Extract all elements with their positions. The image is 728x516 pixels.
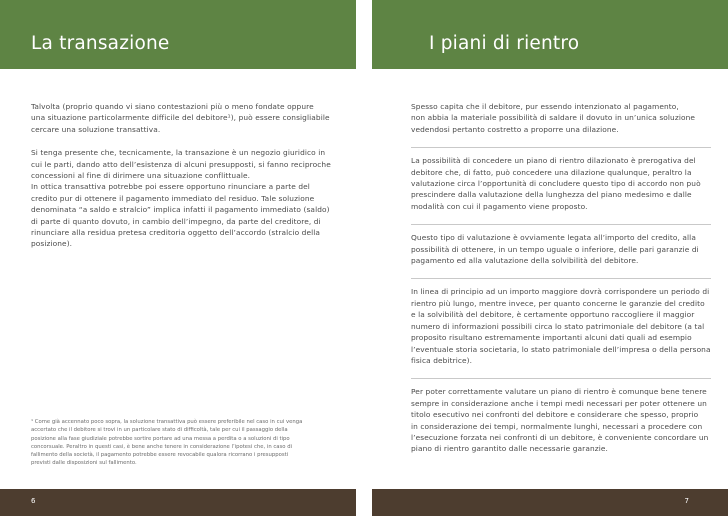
text-line: titolo esecutivo nei confronti del debitore e considerare che spesso, proprio xyxy=(411,410,699,420)
text-line: rinunciare alla residua pretesa creditoria oggetto dell’accordo (stralcio della xyxy=(31,228,321,238)
text-line: debitore che, di fatto, può concedere una dilazione qualunque, peraltro la xyxy=(411,167,692,177)
text-line: fisica debitrice). xyxy=(411,355,473,365)
text-line: vedendosi pertanto costretto a proporre una dilazione. xyxy=(411,124,619,134)
right-footer-bar xyxy=(372,489,728,516)
right-page xyxy=(372,0,728,516)
text-line: non abbia la materiale possibilità di saldare il dovuto in un’unica soluzione xyxy=(411,113,696,123)
footnote-line: posizione alla fase giudiziale potrebbe sortire portare ad una messa a perdita o a soluzioni di tipo xyxy=(31,435,290,442)
left-page-title: La transazione xyxy=(31,33,170,54)
left-page xyxy=(0,0,356,516)
paragraph-divider xyxy=(411,224,711,225)
footnote-line: accertato che il debitore si trovi in un particolare stato di difficoltà, tale per cui il passaggio della xyxy=(31,427,288,434)
text-line: l’eventuale storia societaria, lo stato patrimoniale dell’impresa o della persona xyxy=(411,344,711,354)
footnote xyxy=(31,418,341,468)
text-line: posizione). xyxy=(31,239,73,249)
text-line: modalità con cui il pagamento viene proposto. xyxy=(411,201,588,211)
text-line: Si tenga presente che, tecnicamente, la transazione è un negozio giuridico in xyxy=(31,148,326,158)
text-line: rientro più lungo, mentre invece, per quanto concerne le garanzie del credito xyxy=(411,298,705,308)
paragraph-divider xyxy=(411,147,711,148)
text-line: una situazione particolarmente difficile del debitore¹), può essere consigliabile xyxy=(31,113,330,123)
text-line: prescindere dalla valutazione della lunghezza del piano medesimo e dalle xyxy=(411,190,692,200)
text-line: l’esecuzione forzata nei confronti di un debitore, è conveniente concordare un xyxy=(411,432,709,442)
text-line: Talvolta (proprio quando vi siano contestazioni più o meno fondate oppure xyxy=(31,102,314,111)
left-header-bar xyxy=(0,0,356,69)
text-line: In ottica transattiva potrebbe poi essere opportuno rinunciare a parte del xyxy=(31,182,310,192)
page-number: 7 xyxy=(684,497,689,505)
right-paragraph-2 xyxy=(411,155,711,212)
footnote-line: previsti dalle disposizioni sul fallimento. xyxy=(31,460,137,467)
left-footer-bar xyxy=(0,489,356,516)
text-line: In linea di principio ad un importo maggiore dovrà corrispondere un periodo di xyxy=(411,287,710,297)
text-line: denominata “a saldo e stralcio” implica infatti il pagamento immediato (saldo) xyxy=(31,205,330,215)
text-line: sempre in considerazione anche i tempi medi necessari per poter ottenere un xyxy=(411,398,707,408)
text-line: Questo tipo di valutazione è ovviamente legata all’importo del credito, alla xyxy=(411,233,696,243)
text-line: e la solvibilità del debitore, è certamente opportuno raccogliere il maggior xyxy=(411,310,695,320)
text-line: di parte di quanto dovuto, in cambio dell’impegno, da parte del creditore, di xyxy=(31,216,321,226)
page-number: 6 xyxy=(31,497,36,505)
text-line: in considerazione dei tempi, normalmente lunghi, necessari a procedere con xyxy=(411,421,703,431)
right-paragraph-3 xyxy=(411,232,711,266)
text-line: La possibilità di concedere un piano di rientro dilazionato è prerogativa del xyxy=(411,156,696,166)
text-line: valutazione circa l’opportunità di concludere questo tipo di accordo non può xyxy=(411,179,701,189)
text-line: cercare una soluzione transattiva. xyxy=(31,124,161,134)
text-line: numero di informazioni possibili circa lo stato patrimoniale del debitore (a tal xyxy=(411,321,705,331)
text-line: concessioni al fine di dirimere una situazione conflittuale. xyxy=(31,171,251,181)
text-line: proposito risultano estremamente importanti alcuni dati quali ad esempio xyxy=(411,333,692,343)
text-line: cui le parti, dando atto dell’esistenza di alcuni presupposti, si fanno reciproche xyxy=(31,159,331,169)
text-line: piano di rientro garantito dalle necessarie garanzie. xyxy=(411,444,608,454)
page-gutter xyxy=(356,0,372,516)
footnote-line: concorsuale. Peraltro in questi casi, è bene anche tenere in considerazione l’ipotesi che, in caso di xyxy=(31,443,293,450)
paragraph-divider xyxy=(411,278,711,279)
text-line: pagamento ed alla valutazione della solvibilità del debitore. xyxy=(411,256,639,266)
right-paragraph-1 xyxy=(411,101,711,135)
text-line: credito pur di ottenere il pagamento immediato del residuo. Tale soluzione xyxy=(31,193,315,203)
right-page-title: I piani di rientro xyxy=(429,33,580,54)
right-body-text xyxy=(411,101,711,467)
right-paragraph-5 xyxy=(411,386,711,454)
text-line: Per poter correttamente valutare un piano di rientro è comunque bene tenere xyxy=(411,387,707,397)
footnote-line: ¹ Come già accennato poco sopra, la soluzione transattiva può essere preferibile nel caso in cui venga xyxy=(31,419,303,425)
left-paragraph-1 xyxy=(31,101,341,135)
text-line: Spesso capita che il debitore, pur essendo intenzionato al pagamento, xyxy=(411,102,679,111)
paragraph-divider xyxy=(411,378,711,379)
text-line: possibilità di ottenere, in un tempo uguale o inferiore, delle pari garanzie di xyxy=(411,244,699,254)
left-body-text xyxy=(31,101,341,262)
right-header-bar xyxy=(372,0,728,69)
left-paragraph-2 xyxy=(31,147,341,250)
footnote-line: fallimento della società, il pagamento potrebbe essere revocabile qualora ricorrano i presupposti xyxy=(31,452,289,459)
right-paragraph-4 xyxy=(411,286,711,366)
